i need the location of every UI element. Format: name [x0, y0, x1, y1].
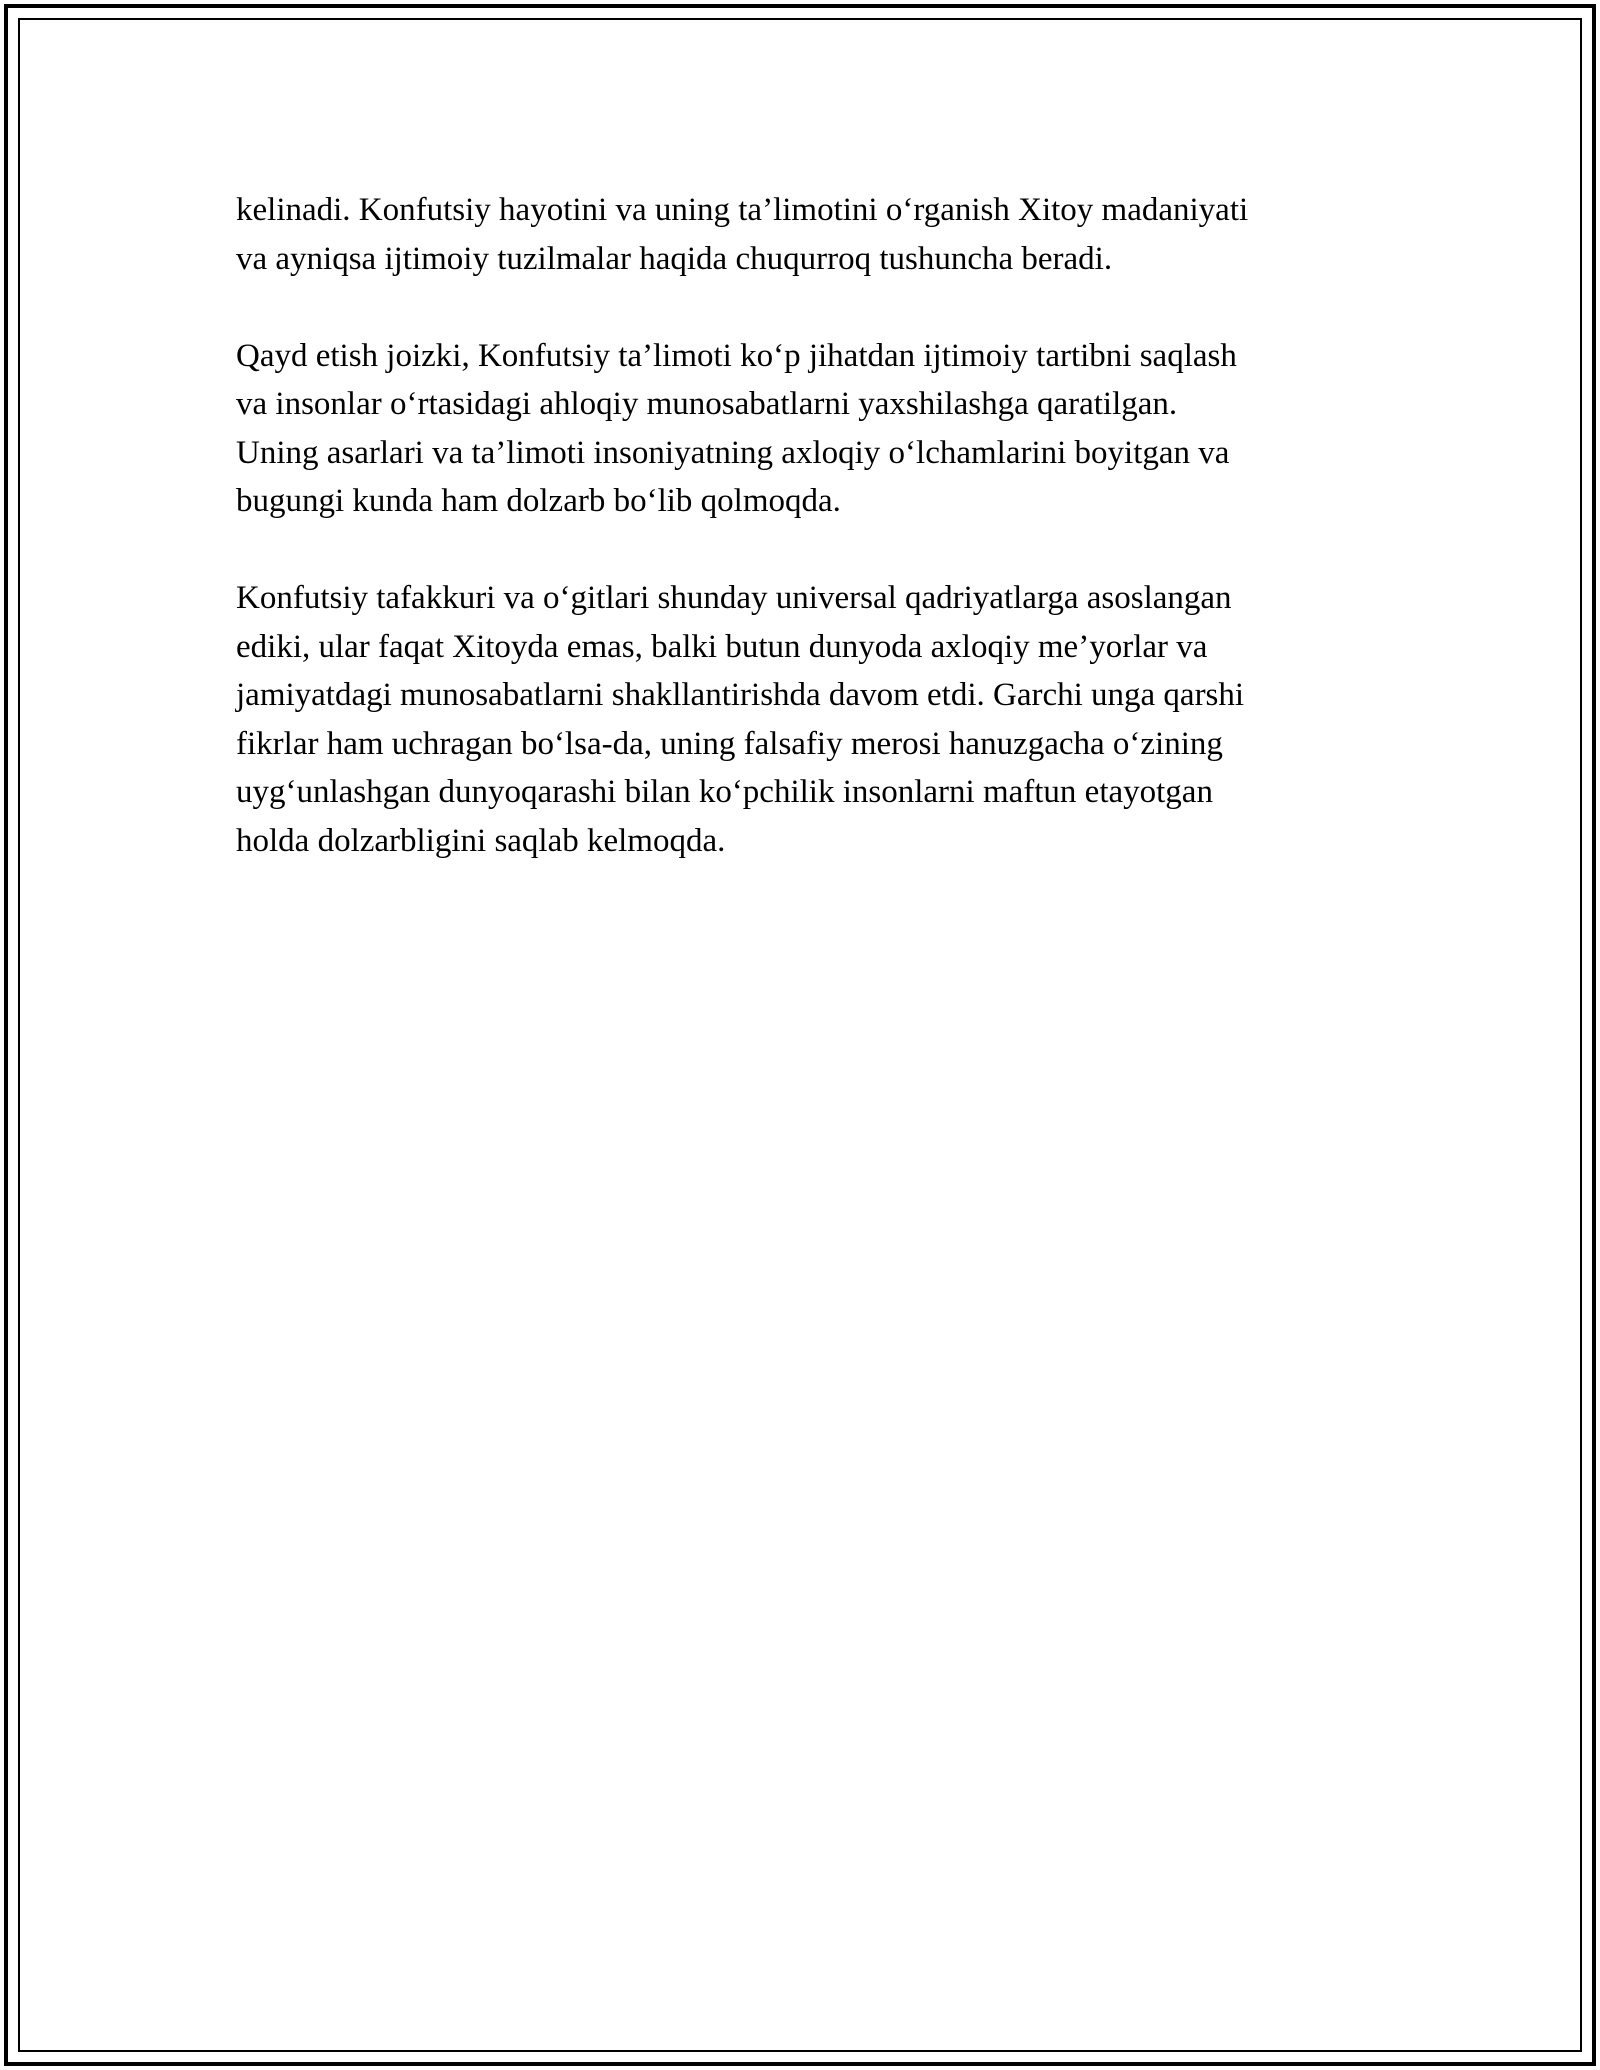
paragraph-line: uyg‘unlashgan dunyoqarashi bilan ko‘pchilik insonlarni maftun etayotgan — [236, 774, 1213, 810]
paragraph-3 — [236, 574, 1376, 865]
paragraph-line: holda dolzarbligini saqlab kelmoqda. — [236, 822, 726, 859]
paragraph-line: Konfutsiy tafakkuri va o‘gitlari shunday universal qadriyatlarga asoslangan — [236, 580, 1232, 616]
paragraph-2 — [236, 332, 1376, 526]
paragraph-line: Qayd etish joizki, Konfutsiy ta’limoti ko‘p jihatdan ijtimoiy tartibni saqlash — [236, 337, 1237, 374]
paragraph-line: va insonlar o‘rtasidagi ahloqiy munosabatlarni yaxshilashga qaratilgan. — [236, 386, 1178, 422]
paragraph-line: bugungi kunda ham dolzarb bo‘lib qolmoqda. — [236, 483, 841, 519]
paragraph-line: Uning asarlari va ta’limoti insoniyatning axloqiy o‘lchamlarini boyitgan va — [236, 434, 1230, 471]
paragraph-1 — [236, 186, 1376, 283]
paragraph-line: kelinadi. Konfutsiy hayotini va uning ta’limotini o‘rganish Xitoy madaniyati — [236, 192, 1249, 228]
paragraph-line: fikrlar ham uchragan bo‘lsa-da, uning falsafiy merosi hanuzgacha o‘zining — [236, 725, 1223, 762]
paragraph-line: va ayniqsa ijtimoiy tuzilmalar haqida chuqurroq tushuncha beradi. — [236, 240, 1113, 277]
paragraph-line: jamiyatdagi munosabatlarni shakllantirishda davom etdi. Garchi unga qarshi — [236, 677, 1245, 713]
document-body — [236, 186, 1376, 914]
paragraph-line: ediki, ular faqat Xitoyda emas, balki butun dunyoda axloqiy me’yorlar va — [236, 628, 1208, 665]
